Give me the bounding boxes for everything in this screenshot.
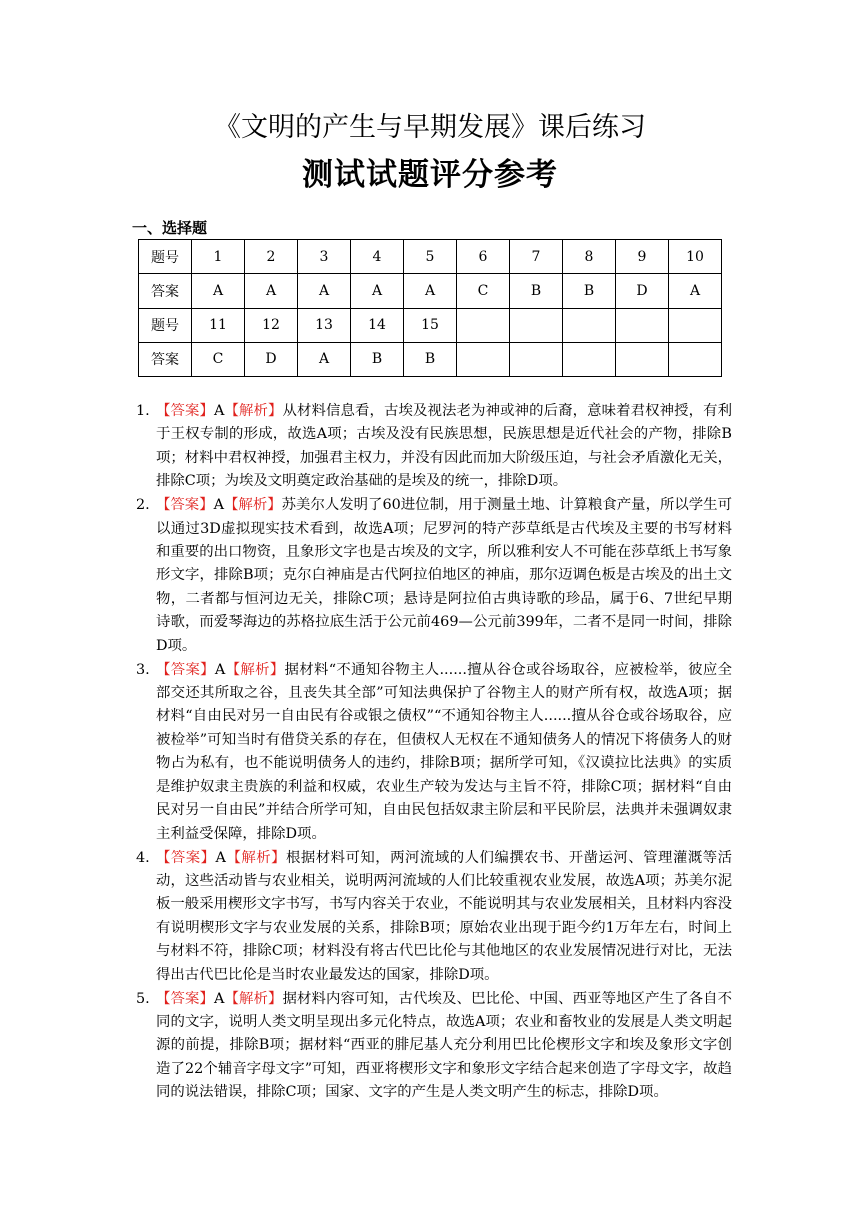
table-cell: [563, 308, 616, 342]
table-cell: [457, 342, 510, 376]
answer-number: 5.: [136, 990, 150, 1007]
analysis-text: 苏美尔人发明了60进位制，用于测量土地、计算粮食产量，所以学生可以通过3D虚拟现实技术看到，故选A项；尼罗河的特产莎草纸是古代埃及主要的书写材料和重要的出口物资，且象形文字也是古埃及的文字，所以雅利安人不可能在莎草纸上书写象形文字，排除B项；克尔白神庙是古代阿拉伯地区的神庙，那尔迈调色板是古埃及的出土文物，二者都与恒河边无关，排除C项；悬诗是阿拉伯古典诗歌的珍品，属于6、7世纪早期诗歌，而爱琴海边的苏格拉底生活于公元前469—公元前399年，二者不是同一时间，排除D项。: [156, 497, 732, 654]
table-cell: A: [192, 274, 245, 308]
answer-key-table: [138, 239, 722, 377]
table-cell: 8: [563, 240, 616, 274]
answer-choice: A: [213, 497, 225, 514]
table-cell: 10: [669, 240, 722, 274]
table-cell: B: [510, 274, 563, 308]
analysis-text: 从材料信息看，古埃及视法老为神或神的后裔，意味着君权神授，有利于王权专制的形成，故选A项；古埃及没有民族思想，民族思想是近代社会的产物，排除B项；材料中君权神授，加强君主权力，并没有因此而加大阶级压迫，与社会矛盾激化无关，排除C项；为埃及文明奠定政治基础的是埃及的统一，排除D项。: [156, 403, 732, 490]
table-cell: [563, 342, 616, 376]
table-cell: 6: [457, 240, 510, 274]
answer-choice: A: [214, 661, 226, 678]
table-cell: 3: [298, 240, 351, 274]
table-cell: A: [351, 274, 404, 308]
table-cell: A: [298, 274, 351, 308]
document-subtitle: 测试试题评分参考: [302, 157, 558, 193]
answer-number: 1.: [136, 403, 150, 419]
answer-tag: 【答案】: [156, 403, 215, 419]
answer-item: [136, 494, 732, 658]
answer-tag: 【答案】: [156, 849, 216, 866]
table-cell: D: [245, 342, 298, 376]
table-cell: [669, 308, 722, 342]
table-row-header: 题号: [139, 308, 192, 342]
answer-choice: A: [215, 849, 226, 866]
answer-item: [136, 659, 732, 846]
table-cell: 14: [351, 308, 404, 342]
table-row: [139, 240, 722, 274]
answer-number: 2.: [136, 497, 150, 514]
table-row: [139, 308, 722, 342]
answer-tag: 【答案】: [156, 990, 215, 1007]
table-cell: A: [245, 274, 298, 308]
analysis-tag: 【解析】: [225, 661, 285, 678]
table-cell: [616, 308, 669, 342]
table-row: [139, 342, 722, 376]
table-row: [139, 274, 722, 308]
answer-item: [136, 400, 732, 494]
table-cell: A: [669, 274, 722, 308]
answer-item: [136, 988, 732, 1105]
analysis-tag: 【解析】: [224, 403, 283, 419]
answer-choice: A: [214, 990, 225, 1007]
answer-explanations: [136, 400, 732, 1105]
table-cell: C: [192, 342, 245, 376]
analysis-text: 据材料内容可知，古代埃及、巴比伦、中国、西亚等地区产生了各自不同的文字，说明人类文明呈现出多元化特点，故选A项；农业和畜牧业的发展是人类文明起源的前提，排除B项；据材料“西亚的腓尼基人充分利用巴比伦楔形文字和埃及象形文字创造了22个辅音字母文字”可知，西亚将楔形文字和象形文字结合起来创造了字母文字，故趋同的说法错误，排除C项；国家、文字的产生是人类文明产生的标志，排除D项。: [156, 990, 732, 1101]
table-cell: 4: [351, 240, 404, 274]
table-cell: 5: [404, 240, 457, 274]
table-cell: 15: [404, 308, 457, 342]
table-row-header: 题号: [139, 240, 192, 274]
table-cell: C: [457, 274, 510, 308]
table-row-header: 答案: [139, 274, 192, 308]
table-cell: [616, 342, 669, 376]
table-cell: 13: [298, 308, 351, 342]
answer-item: [136, 847, 732, 987]
section-heading: 一、选择题: [132, 219, 208, 237]
table-cell: D: [616, 274, 669, 308]
table-cell: B: [563, 274, 616, 308]
table-cell: [510, 342, 563, 376]
table-cell: 7: [510, 240, 563, 274]
analysis-text: 根据材料可知，两河流域的人们编撰农书、开凿运河、管理灌溉等活动，这些活动皆与农业相关，说明两河流域的人们比较重视农业发展，故选A项；苏美尔泥板一般采用楔形文字书写，书写内容关于农业，不能说明其与农业发展相关，且材料内容没有说明楔形文字与农业发展的关系，排除B项；原始农业出现于距今约1万年左右，时间上与材料不符，排除C项；材料没有将古代巴比伦与其他地区的农业发展情况进行对比，无法得出古代巴比伦是当时农业最发达的国家，排除D项。: [156, 849, 732, 983]
analysis-tag: 【解析】: [225, 849, 286, 866]
table-cell: B: [404, 342, 457, 376]
table-cell: [457, 308, 510, 342]
table-cell: 9: [616, 240, 669, 274]
table-cell: 12: [245, 308, 298, 342]
table-cell: B: [351, 342, 404, 376]
table-cell: A: [298, 342, 351, 376]
answer-tag: 【答案】: [156, 661, 215, 678]
table-cell: A: [404, 274, 457, 308]
analysis-text: 据材料“不通知谷物主人......擅从谷仓或谷场取谷，应被检举，彼应全部交还其所取之谷，且丧失其全部”可知法典保护了谷物主人的财产所有权，故选A项；据材料“自由民对另一自由民有谷或银之债权”“不通知谷物主人......擅从谷仓或谷场取谷，应被检举”可知当时有借贷关系的存在，但债权人无权在不通知债务人的情况下将债务人的财物占为私有，也不能说明债务人的违约，排除B项；据所学可知，《汉谟拉比法典》的实质是维护奴隶主贵族的利益和权威，农业生产较为发达与主旨不符，排除C项；据材料“自由民对另一自由民”并结合所学可知，自由民包括奴隶主阶层和平民阶层，法典并未强调奴隶主利益受保障，排除D项。: [156, 661, 732, 842]
table-cell: 1: [192, 240, 245, 274]
analysis-tag: 【解析】: [224, 497, 282, 514]
table-cell: 11: [192, 308, 245, 342]
answer-number: 3.: [136, 661, 150, 678]
analysis-tag: 【解析】: [224, 990, 283, 1007]
answer-tag: 【答案】: [156, 497, 214, 514]
answer-number: 4.: [136, 849, 150, 866]
table-cell: [669, 342, 722, 376]
table-row-header: 答案: [139, 342, 192, 376]
table-cell: 2: [245, 240, 298, 274]
document-title: 《文明的产生与早期发展》课后练习: [214, 112, 646, 143]
table-cell: [510, 308, 563, 342]
answer-choice: A: [214, 403, 225, 419]
